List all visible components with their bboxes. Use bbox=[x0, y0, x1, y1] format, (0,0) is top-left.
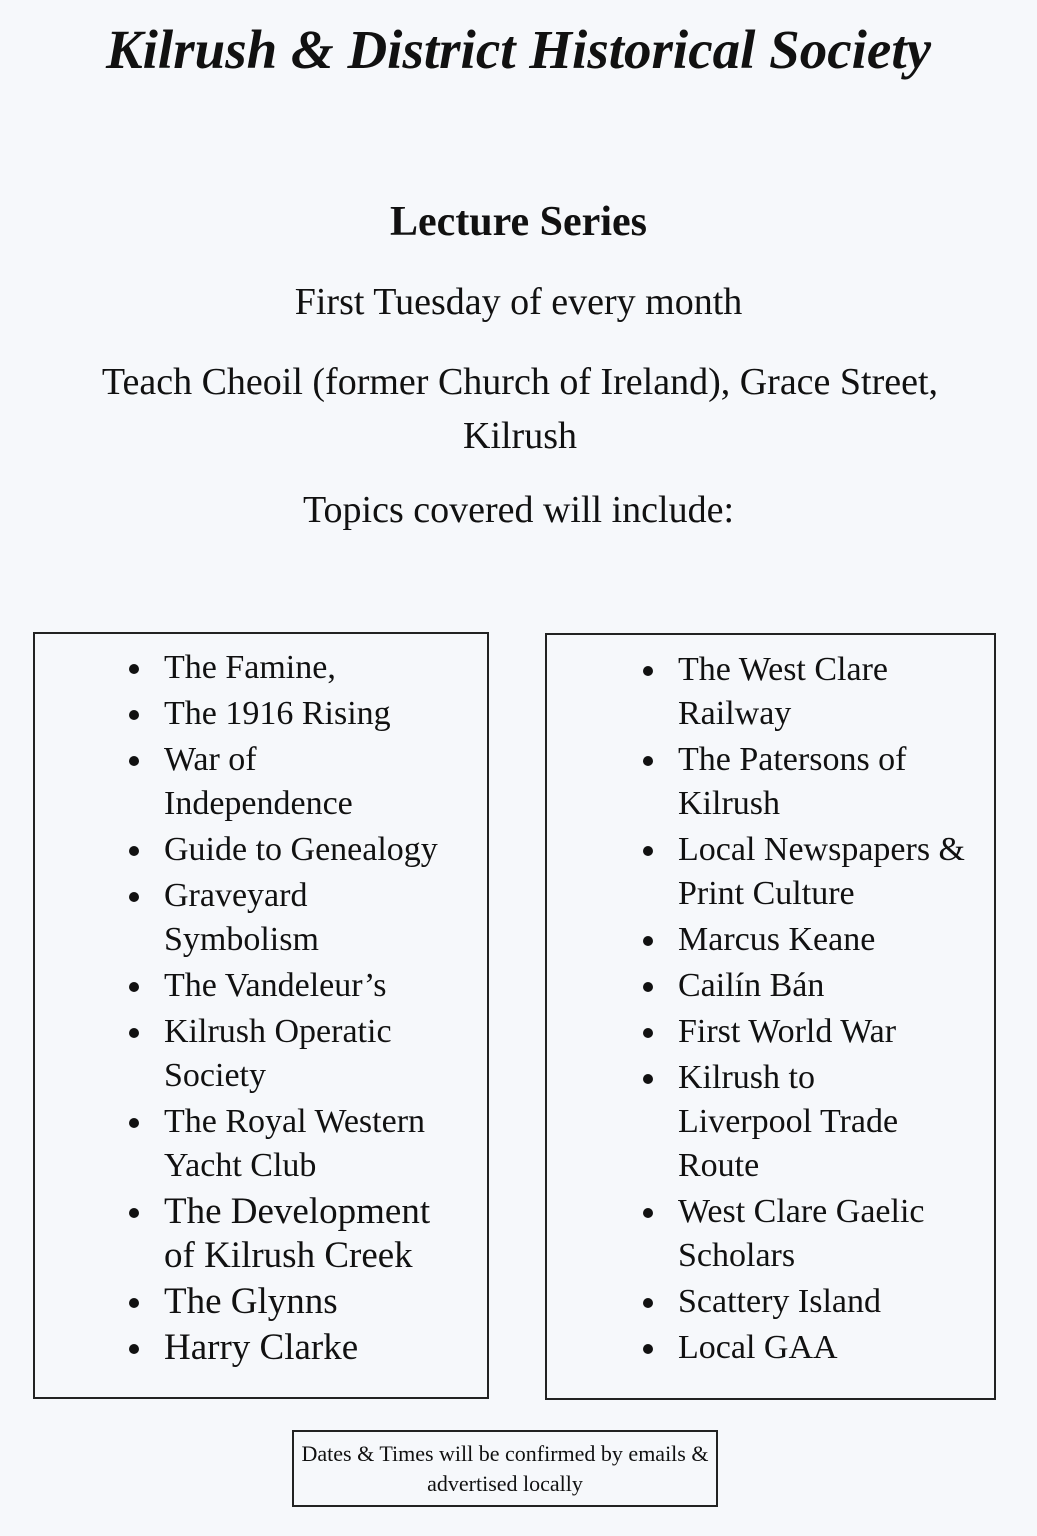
list-item: Harry Clarke bbox=[164, 1326, 482, 1370]
list-item: Marcus Keane bbox=[678, 918, 983, 962]
list-item: The Royal Western Yacht Club bbox=[164, 1100, 464, 1188]
society-title: Kilrush & District Historical Society bbox=[105, 19, 932, 80]
lecture-series-heading: Lecture Series bbox=[390, 199, 647, 245]
dates-note: Dates & Times will be confirmed by emails & advertised locally bbox=[292, 1430, 718, 1507]
list-item: War of Independence bbox=[164, 738, 394, 826]
list-item: The Glynns bbox=[164, 1280, 482, 1324]
list-item: West Clare Gaelic Scholars bbox=[678, 1190, 963, 1278]
venue-text: Teach Cheoil (former Church of Ireland), Grace Street, Kilrush bbox=[101, 361, 939, 457]
topics-box-left bbox=[33, 632, 489, 1399]
schedule-text: First Tuesday of every month bbox=[294, 281, 743, 323]
list-item: The Patersons of Kilrush bbox=[678, 738, 948, 826]
list-item: Kilrush to Liverpool Trade Route bbox=[678, 1056, 938, 1188]
list-item: Kilrush Operatic Society bbox=[164, 1010, 434, 1098]
list-item: The Famine, bbox=[164, 646, 482, 690]
list-item: Local GAA bbox=[678, 1326, 983, 1370]
list-item: Local Newspapers & Print Culture bbox=[678, 828, 973, 916]
list-item: The Development of Kilrush Creek bbox=[164, 1190, 464, 1278]
list-item: Guide to Genealogy bbox=[164, 828, 482, 872]
list-item: Cailín Bán bbox=[678, 964, 983, 1008]
topics-list-right bbox=[678, 648, 983, 1372]
list-item: The Vandeleur’s bbox=[164, 964, 482, 1008]
topics-list-left bbox=[164, 646, 482, 1372]
list-item: The 1916 Rising bbox=[164, 692, 482, 736]
topics-intro: Topics covered will include: bbox=[302, 489, 735, 531]
list-item: First World War bbox=[678, 1010, 983, 1054]
list-item: Graveyard Symbolism bbox=[164, 874, 364, 962]
topics-box-right bbox=[545, 633, 996, 1400]
list-item: Scattery Island bbox=[678, 1280, 983, 1324]
list-item: The West Clare Railway bbox=[678, 648, 928, 736]
